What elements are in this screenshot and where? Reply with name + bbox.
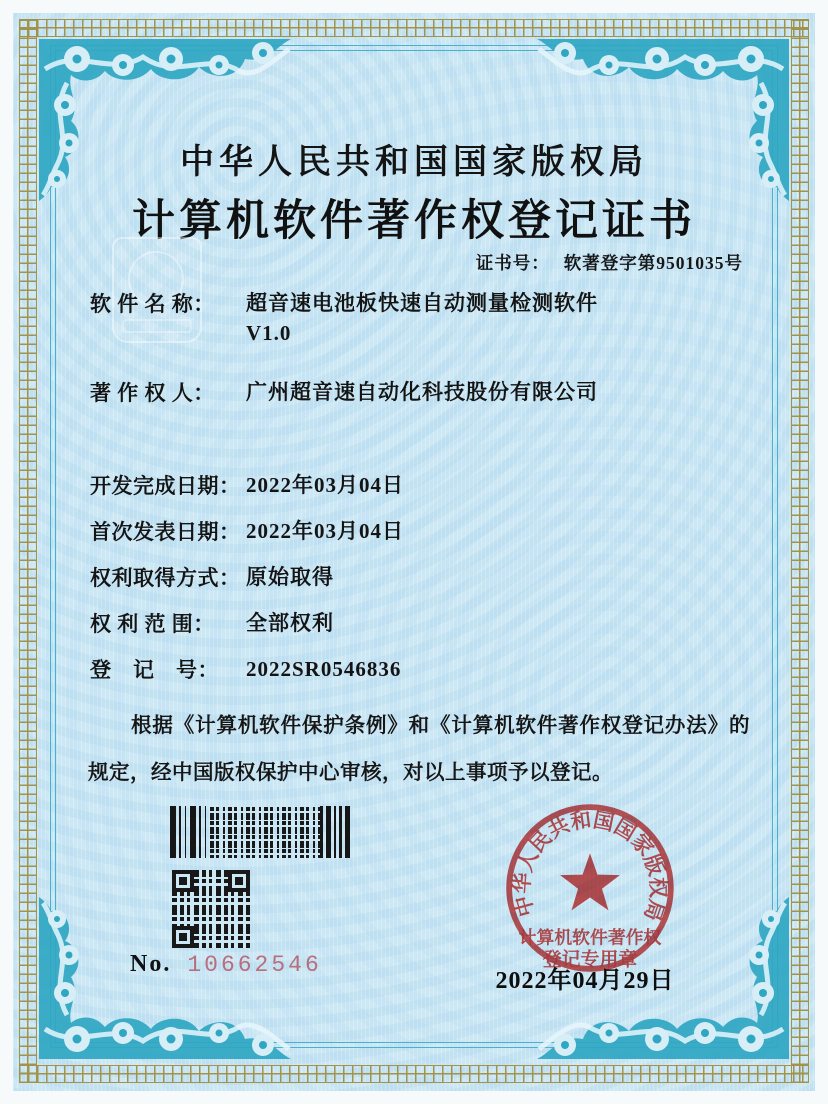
seal-ring-text: 中华人民共和国国家版权局 — [509, 807, 670, 925]
seal-line1: 计算机软件著作权 — [518, 927, 662, 948]
serial-number-line — [130, 951, 322, 978]
field-value: 2022年03月04日 — [246, 519, 404, 543]
field-label: 权 利 范 围： — [90, 612, 215, 636]
field-value: 2022年03月04日 — [246, 473, 404, 497]
field-row-copyright-owner — [90, 377, 598, 407]
corner-flourish-icon — [39, 897, 291, 1059]
seal-line2: 登记专用章 — [542, 949, 638, 971]
field-value: 原始取得 — [246, 565, 334, 589]
field-value: 全部权利 — [246, 611, 334, 635]
registration-statement: 根据《计算机软件保护条例》和《计算机软件著作权登记办法》的规定，经中国版权保护中心审核，对以上事项予以登记。 — [88, 715, 750, 784]
field-row-software-name — [90, 288, 598, 348]
field-row-rights-scope — [90, 608, 334, 638]
barcode-left-band — [170, 806, 210, 858]
certificate-title: 计算机软件著作权登记证书 — [132, 198, 696, 245]
field-value: 广州超音速自动化科技股份有限公司 — [246, 380, 598, 404]
field-row-first-publish-date — [90, 516, 404, 546]
field-row-registration-number — [90, 654, 401, 684]
qr-finder-icon — [172, 926, 194, 948]
issuing-authority: 中华人民共和国国家版权局 — [180, 144, 648, 181]
barcode-right-band — [320, 806, 352, 858]
qr-finder-icon — [228, 870, 250, 892]
field-label: 登 记 号： — [90, 658, 219, 682]
certificate-sheet — [13, 13, 815, 1091]
field-row-acquisition-method — [90, 562, 334, 592]
field-label: 权利取得方式： — [90, 566, 241, 590]
field-label: 首次发表日期： — [90, 520, 241, 544]
field-value — [246, 288, 598, 348]
software-name: 超音速电池板快速自动测量检测软件 — [246, 291, 598, 315]
software-version: V1.0 — [246, 321, 292, 345]
field-row-dev-complete-date — [90, 470, 404, 500]
barcode — [170, 806, 352, 858]
barcode-data-area — [210, 806, 320, 858]
star-icon — [560, 853, 620, 910]
certificate-number-line — [476, 250, 743, 275]
serial-prefix: No. — [130, 951, 172, 977]
certificate-number-value: 软著登字第9501035号 — [563, 253, 743, 273]
serial-number: 10662546 — [187, 952, 322, 978]
qr-code — [172, 870, 250, 948]
field-label: 著 作 权 人： — [90, 381, 215, 405]
field-label: 软 件 名 称： — [90, 292, 215, 316]
greek-key-border-bottom — [19, 1065, 809, 1083]
greek-key-border-top — [19, 19, 809, 37]
certificate-number-label: 证书号： — [475, 253, 550, 273]
qr-finder-icon — [172, 870, 194, 892]
issue-date: 2022年04月29日 — [495, 968, 675, 994]
field-value: 2022SR0546836 — [246, 657, 402, 681]
field-label: 开发完成日期： — [90, 474, 241, 498]
